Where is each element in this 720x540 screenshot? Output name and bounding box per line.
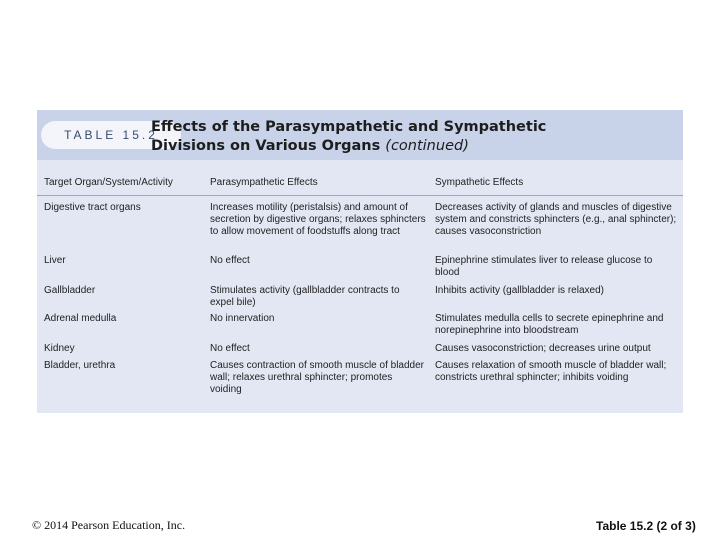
table-title-line2-text: Divisions on Various Organs [151, 138, 381, 154]
table-cell-organ: Digestive tract organs [44, 202, 141, 213]
table-title [151, 118, 671, 156]
table-cell-organ: Kidney [44, 343, 75, 354]
table-cell-sympathetic: Inhibits activity (gallbladder is relaxed) [435, 285, 604, 296]
table-cell-sympathetic: Epinephrine stimulates liver to release glucose to blood [435, 255, 653, 278]
column-header-parasympathetic: Parasympathetic Effects [210, 177, 318, 188]
table-cell-parasympathetic: Stimulates activity (gallbladder contracts to expel bile) [210, 285, 400, 308]
table-cell-parasympathetic: No innervation [210, 313, 275, 324]
table-cell-organ: Adrenal medulla [44, 313, 117, 324]
table-title-line2 [151, 137, 671, 156]
table-cell-parasympathetic: No effect [210, 255, 250, 266]
table-cell-organ: Gallbladder [44, 285, 96, 296]
table-cell-sympathetic: Causes vasoconstriction; decreases urine output [435, 343, 651, 354]
table-header [37, 110, 683, 160]
slide-caption: Table 15.2 (2 of 3) [596, 519, 696, 533]
table-cell-parasympathetic: No effect [210, 343, 250, 354]
header-divider [37, 195, 683, 196]
table-cell-sympathetic: Causes relaxation of smooth muscle of bladder wall; constricts urethral sphincter; inhibits voiding [435, 360, 667, 383]
table-title-line1: Effects of the Parasympathetic and Sympathetic [151, 119, 547, 135]
table-cell-sympathetic: Stimulates medulla cells to secrete epinephrine and norepinephrine into bloodstream [435, 313, 664, 336]
column-header-sympathetic: Sympathetic Effects [435, 177, 524, 188]
table-cell-sympathetic: Decreases activity of glands and muscles of digestive system and constricts sphincters (e.g., anal sphincter); causes vasoconstriction [435, 202, 677, 237]
table-cell-parasympathetic: Causes contraction of smooth muscle of bladder wall; relaxes urethral sphincter; promotes voiding [210, 360, 424, 395]
column-header-target: Target Organ/System/Activity [44, 177, 173, 188]
copyright-notice: © 2014 Pearson Education, Inc. [32, 518, 186, 532]
table-title-continued: (continued) [385, 138, 469, 154]
table-panel [37, 110, 683, 413]
table-badge: TABLE 15.2 [41, 121, 181, 149]
table-cell-organ: Liver [44, 255, 66, 266]
table-cell-parasympathetic: Increases motility (peristalsis) and amount of secretion by digestive organs; relaxes sphincters to allow movement of foodstuffs along tract [210, 202, 426, 237]
table-cell-organ: Bladder, urethra [44, 360, 116, 371]
